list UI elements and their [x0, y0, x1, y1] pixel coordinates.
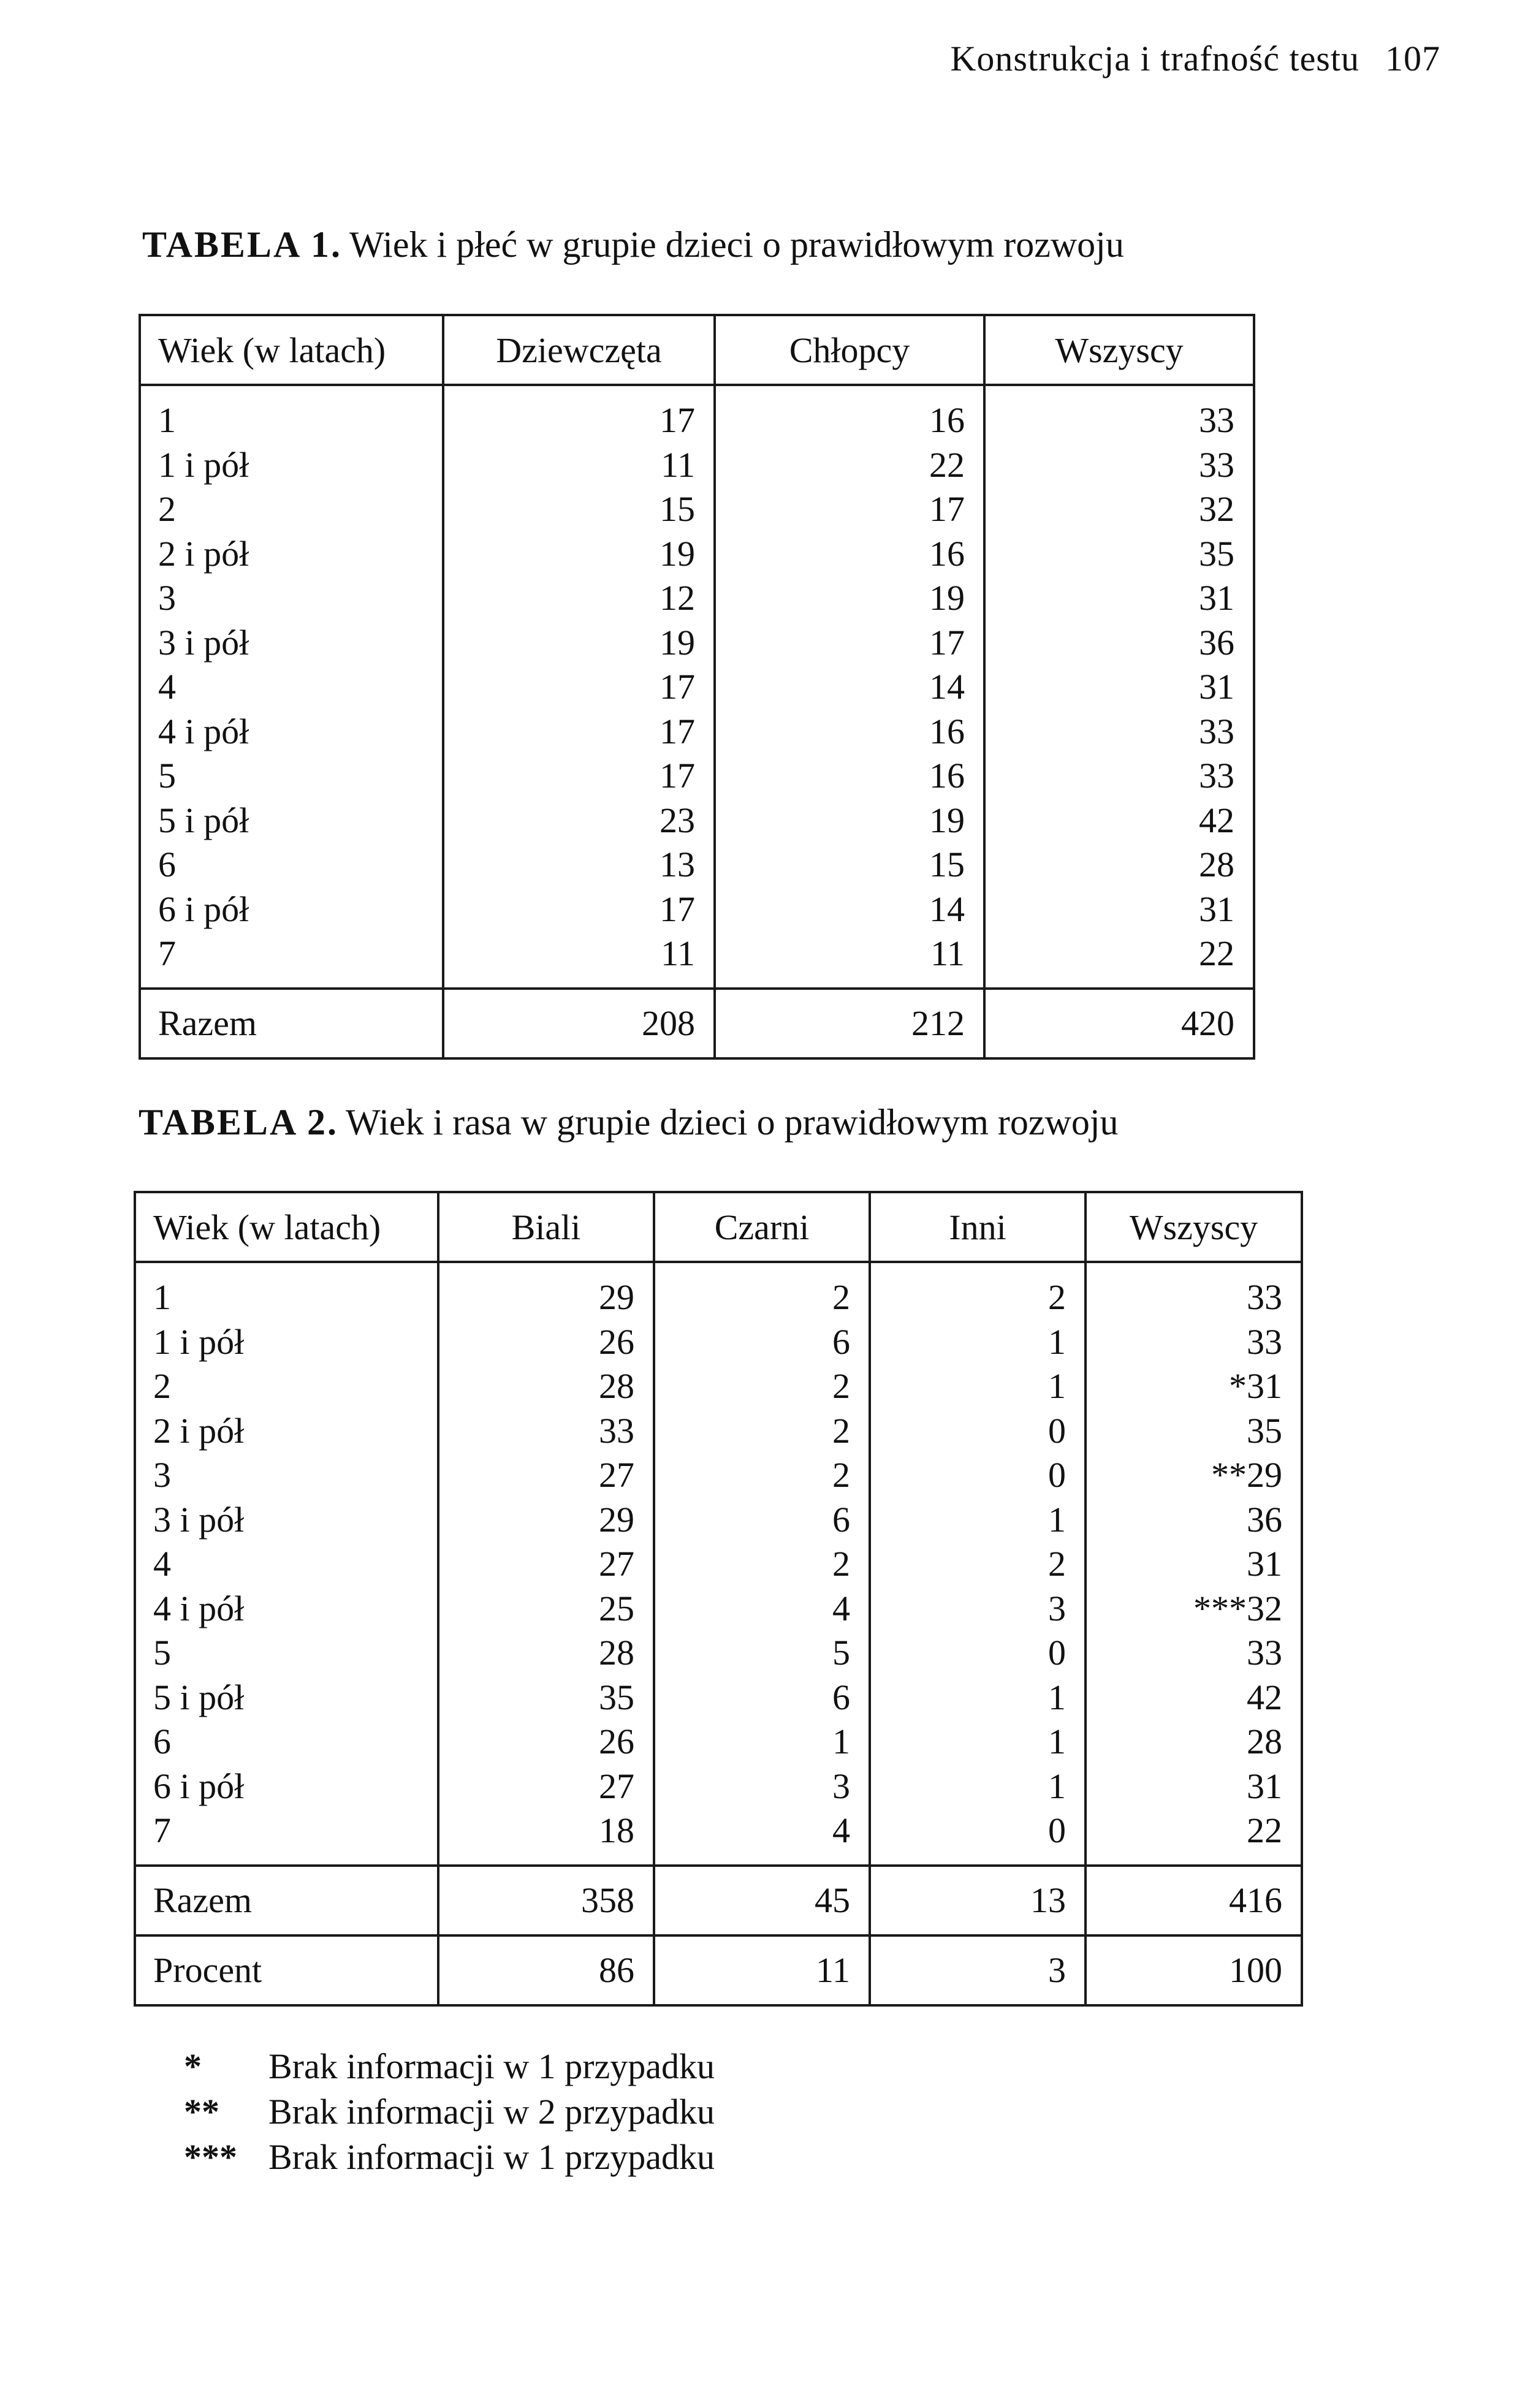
value-cell: 2 — [870, 1262, 1085, 1320]
value-cell: 31 — [1085, 1764, 1302, 1809]
value-cell: 17 — [715, 487, 984, 532]
table-row — [135, 1364, 1302, 1409]
running-title: Konstrukcja i trafność testu — [950, 39, 1359, 78]
value-cell: 16 — [715, 385, 984, 443]
age-cell: 4 i pół — [135, 1587, 438, 1631]
column-header: Chłopcy — [715, 315, 984, 385]
value-cell: 15 — [715, 843, 984, 887]
value-cell: 14 — [715, 665, 984, 710]
value-cell: 33 — [984, 385, 1254, 443]
table-row — [140, 754, 1254, 799]
running-head — [951, 38, 1440, 79]
footnote-mark: ** — [184, 2092, 219, 2132]
value-cell: 2 — [654, 1262, 870, 1320]
table1-body — [140, 385, 1254, 1058]
value-cell: 1 — [870, 1676, 1085, 1720]
value-cell: 2 — [654, 1364, 870, 1409]
table-row — [135, 1764, 1302, 1809]
table1-caption — [142, 224, 1124, 266]
total-cell: 420 — [984, 989, 1254, 1058]
table-row — [140, 385, 1254, 443]
footnote-text: Brak informacji w 1 przypadku — [268, 2137, 715, 2177]
value-cell: 27 — [438, 1453, 654, 1498]
value-cell: 33 — [1085, 1320, 1302, 1365]
age-cell: 5 i pół — [135, 1676, 438, 1720]
age-cell: 2 — [140, 487, 443, 532]
value-cell: 6 — [654, 1320, 870, 1365]
footnote-text: Brak informacji w 2 przypadku — [268, 2092, 715, 2132]
age-cell: 5 i pół — [140, 799, 443, 843]
value-cell: 17 — [443, 887, 715, 932]
age-cell: 4 i pół — [140, 710, 443, 754]
percent-cell: 86 — [438, 1935, 654, 2005]
age-cell: 2 i pół — [135, 1409, 438, 1454]
value-cell: 16 — [715, 754, 984, 799]
value-cell: 35 — [1085, 1409, 1302, 1454]
value-cell: **29 — [1085, 1453, 1302, 1498]
table-row — [140, 576, 1254, 621]
value-cell: 27 — [438, 1764, 654, 1809]
column-header: Czarni — [654, 1192, 870, 1262]
value-cell: 2 — [870, 1542, 1085, 1587]
total-cell: 45 — [654, 1866, 870, 1935]
value-cell: 3 — [654, 1764, 870, 1809]
footnote-mark: *** — [184, 2137, 237, 2177]
footnote-text: Brak informacji w 1 przypadku — [268, 2046, 715, 2086]
value-cell: 42 — [984, 799, 1254, 843]
column-header: Dziewczęta — [443, 315, 715, 385]
table2 — [134, 1191, 1303, 2007]
table-row — [140, 621, 1254, 666]
age-cell: 1 i pół — [140, 443, 443, 488]
value-cell: 31 — [984, 887, 1254, 932]
value-cell: 0 — [870, 1631, 1085, 1676]
table-row — [140, 443, 1254, 488]
value-cell: 11 — [715, 932, 984, 989]
footnote — [184, 2135, 715, 2180]
age-cell: 5 — [135, 1631, 438, 1676]
age-cell: 6 i pół — [140, 887, 443, 932]
percent-cell: Procent — [135, 1935, 438, 2005]
table1-caption-text: Wiek i płeć w grupie dzieci o prawidłowym rozwoju — [349, 224, 1124, 265]
value-cell: 1 — [870, 1364, 1085, 1409]
age-cell: 5 — [140, 754, 443, 799]
age-cell: 4 — [135, 1542, 438, 1587]
table2-caption-text: Wiek i rasa w grupie dzieci o prawidłowym rozwoju — [345, 1102, 1119, 1142]
table-row — [140, 710, 1254, 754]
value-cell: 1 — [870, 1764, 1085, 1809]
percent-row — [135, 1935, 1302, 2005]
value-cell: 13 — [443, 843, 715, 887]
total-row — [140, 989, 1254, 1058]
value-cell: 35 — [984, 532, 1254, 577]
value-cell: 17 — [443, 754, 715, 799]
value-cell: 16 — [715, 532, 984, 577]
age-cell: 3 i pół — [140, 621, 443, 666]
value-cell: 15 — [443, 487, 715, 532]
value-cell: 22 — [715, 443, 984, 488]
table-row — [140, 532, 1254, 577]
age-cell: 6 — [140, 843, 443, 887]
age-cell: 7 — [135, 1809, 438, 1866]
value-cell: 2 — [654, 1542, 870, 1587]
total-cell: 358 — [438, 1866, 654, 1935]
column-header: Inni — [870, 1192, 1085, 1262]
footnote — [184, 2044, 715, 2089]
value-cell: 22 — [984, 932, 1254, 989]
value-cell: 31 — [984, 576, 1254, 621]
table-row — [135, 1262, 1302, 1320]
value-cell: 31 — [1085, 1542, 1302, 1587]
footnote-mark: * — [184, 2046, 202, 2086]
page-number: 107 — [1385, 39, 1440, 78]
value-cell: 28 — [438, 1631, 654, 1676]
value-cell: 26 — [438, 1720, 654, 1764]
value-cell: 17 — [443, 710, 715, 754]
value-cell: 28 — [438, 1364, 654, 1409]
value-cell: 2 — [654, 1409, 870, 1454]
total-cell: 208 — [443, 989, 715, 1058]
value-cell: 17 — [715, 621, 984, 666]
table-row — [135, 1320, 1302, 1365]
value-cell: 16 — [715, 710, 984, 754]
age-cell: 6 i pół — [135, 1764, 438, 1809]
value-cell: 28 — [984, 843, 1254, 887]
age-cell: 2 i pół — [140, 532, 443, 577]
table2-body — [135, 1262, 1302, 2005]
value-cell: 0 — [870, 1409, 1085, 1454]
value-cell: 29 — [438, 1498, 654, 1543]
table-row — [140, 799, 1254, 843]
total-cell: Razem — [135, 1866, 438, 1935]
total-cell: 416 — [1085, 1866, 1302, 1935]
value-cell: 22 — [1085, 1809, 1302, 1866]
value-cell: 11 — [443, 932, 715, 989]
value-cell: 25 — [438, 1587, 654, 1631]
value-cell: 2 — [654, 1453, 870, 1498]
value-cell: 33 — [1085, 1262, 1302, 1320]
table1-header-row — [140, 315, 1254, 385]
value-cell: 12 — [443, 576, 715, 621]
table-row — [140, 887, 1254, 932]
value-cell: 23 — [443, 799, 715, 843]
value-cell: 32 — [984, 487, 1254, 532]
footnote — [184, 2089, 715, 2135]
value-cell: 17 — [443, 665, 715, 710]
value-cell: 17 — [443, 385, 715, 443]
value-cell: 19 — [443, 532, 715, 577]
total-row — [135, 1866, 1302, 1935]
value-cell: 19 — [715, 799, 984, 843]
value-cell: 0 — [870, 1809, 1085, 1866]
table-row — [135, 1809, 1302, 1866]
value-cell: 31 — [984, 665, 1254, 710]
age-cell: 7 — [140, 932, 443, 989]
value-cell: 33 — [984, 710, 1254, 754]
table-row — [135, 1587, 1302, 1631]
value-cell: 36 — [1085, 1498, 1302, 1543]
age-cell: 1 — [140, 385, 443, 443]
table-row — [135, 1676, 1302, 1720]
value-cell: 19 — [443, 621, 715, 666]
value-cell: 29 — [438, 1262, 654, 1320]
age-cell: 3 — [140, 576, 443, 621]
value-cell: 4 — [654, 1809, 870, 1866]
value-cell: 33 — [438, 1409, 654, 1454]
age-cell: 1 — [135, 1262, 438, 1320]
value-cell: 6 — [654, 1498, 870, 1543]
value-cell: 42 — [1085, 1676, 1302, 1720]
table2-label: TABELA 2. — [139, 1102, 338, 1142]
value-cell: 14 — [715, 887, 984, 932]
value-cell: 1 — [870, 1320, 1085, 1365]
value-cell: ***32 — [1085, 1587, 1302, 1631]
table1 — [139, 314, 1255, 1060]
table-row — [140, 487, 1254, 532]
table-row — [135, 1631, 1302, 1676]
age-cell: 4 — [140, 665, 443, 710]
value-cell: 4 — [654, 1587, 870, 1631]
value-cell: 5 — [654, 1631, 870, 1676]
footnotes — [184, 2044, 715, 2180]
percent-cell: 100 — [1085, 1935, 1302, 2005]
value-cell: 6 — [654, 1676, 870, 1720]
table-row — [135, 1498, 1302, 1543]
total-cell: Razem — [140, 989, 443, 1058]
table2-header-row — [135, 1192, 1302, 1262]
value-cell: 18 — [438, 1809, 654, 1866]
age-cell: 6 — [135, 1720, 438, 1764]
table-row — [135, 1542, 1302, 1587]
table-row — [140, 665, 1254, 710]
value-cell: 27 — [438, 1542, 654, 1587]
column-header: Wiek (w latach) — [140, 315, 443, 385]
column-header: Biali — [438, 1192, 654, 1262]
table-row — [140, 932, 1254, 989]
percent-cell: 11 — [654, 1935, 870, 2005]
table1-label: TABELA 1. — [142, 224, 342, 265]
column-header: Wiek (w latach) — [135, 1192, 438, 1262]
table-row — [135, 1453, 1302, 1498]
age-cell: 1 i pół — [135, 1320, 438, 1365]
column-header: Wszyscy — [984, 315, 1254, 385]
total-cell: 212 — [715, 989, 984, 1058]
value-cell: 1 — [870, 1498, 1085, 1543]
value-cell: 19 — [715, 576, 984, 621]
age-cell: 3 i pół — [135, 1498, 438, 1543]
value-cell: 1 — [870, 1720, 1085, 1764]
value-cell: 26 — [438, 1320, 654, 1365]
value-cell: 11 — [443, 443, 715, 488]
table-row — [135, 1409, 1302, 1454]
value-cell: 33 — [984, 443, 1254, 488]
age-cell: 2 — [135, 1364, 438, 1409]
value-cell: 33 — [1085, 1631, 1302, 1676]
column-header: Wszyscy — [1085, 1192, 1302, 1262]
value-cell: 0 — [870, 1453, 1085, 1498]
value-cell: 3 — [870, 1587, 1085, 1631]
value-cell: *31 — [1085, 1364, 1302, 1409]
table2-caption — [139, 1101, 1119, 1144]
value-cell: 1 — [654, 1720, 870, 1764]
table-row — [140, 843, 1254, 887]
table-row — [135, 1720, 1302, 1764]
value-cell: 35 — [438, 1676, 654, 1720]
value-cell: 36 — [984, 621, 1254, 666]
value-cell: 33 — [984, 754, 1254, 799]
age-cell: 3 — [135, 1453, 438, 1498]
total-cell: 13 — [870, 1866, 1085, 1935]
value-cell: 28 — [1085, 1720, 1302, 1764]
percent-cell: 3 — [870, 1935, 1085, 2005]
